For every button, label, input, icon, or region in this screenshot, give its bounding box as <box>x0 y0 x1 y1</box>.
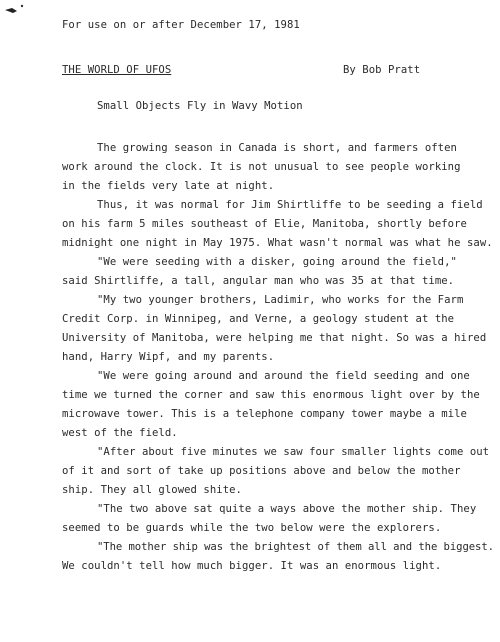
release-note: For use on or after December 17, 1981 <box>62 19 300 31</box>
text-line: University of Manitoba, were helping me that night. So was a hired <box>62 332 487 344</box>
text-line: on his farm 5 miles southeast of Elie, Manitoba, shortly before <box>62 218 467 230</box>
text-line: "We were going around and around the field seeding and one <box>97 370 470 382</box>
text-line: seemed to be guards while the two below were the explorers. <box>62 522 442 534</box>
text-line: work around the clock. It is not unusual to see people working <box>62 161 461 173</box>
article-headline: Small Objects Fly in Wavy Motion <box>97 100 303 112</box>
text-line: time we turned the corner and saw this enormous light over by the <box>62 389 480 401</box>
text-line: in the fields very late at night. <box>62 180 275 192</box>
text-line: Credit Corp. in Winnipeg, and Verne, a geology student at the <box>62 313 455 325</box>
text-line: We couldn't tell how much bigger. It was an enormous light. <box>62 560 442 572</box>
text-line: The growing season in Canada is short, and farmers often <box>97 142 457 154</box>
text-line: "The two above sat quite a ways above the mother ship. They <box>97 503 477 515</box>
text-line: Thus, it was normal for Jim Shirtliffe to be seeding a field <box>97 199 483 211</box>
text-line: hand, Harry Wipf, and my parents. <box>62 351 275 363</box>
text-line: ship. They all glowed shite. <box>62 484 242 496</box>
text-line: microwave tower. This is a telephone company tower maybe a mile <box>62 408 467 420</box>
text-line: "The mother ship was the brightest of them all and the biggest. <box>97 541 494 553</box>
ink-mark <box>3 2 29 16</box>
text-line: of it and sort of take up positions above and below the mother <box>62 465 461 477</box>
column-title: THE WORLD OF UFOS <box>62 64 172 76</box>
text-line: "After about five minutes we saw four smaller lights come out <box>97 446 490 458</box>
text-line: west of the field. <box>62 427 178 439</box>
text-line: "My two younger brothers, Ladimir, who works for the Farm <box>97 294 464 306</box>
text-line: said Shirtliffe, a tall, angular man who was 35 at that time. <box>62 275 455 287</box>
text-line: midnight one night in May 1975. What wasn't normal was what he saw. <box>62 237 493 249</box>
text-line: "We were seeding with a disker, going around the field," <box>97 256 457 268</box>
byline: By Bob Pratt <box>343 64 421 76</box>
